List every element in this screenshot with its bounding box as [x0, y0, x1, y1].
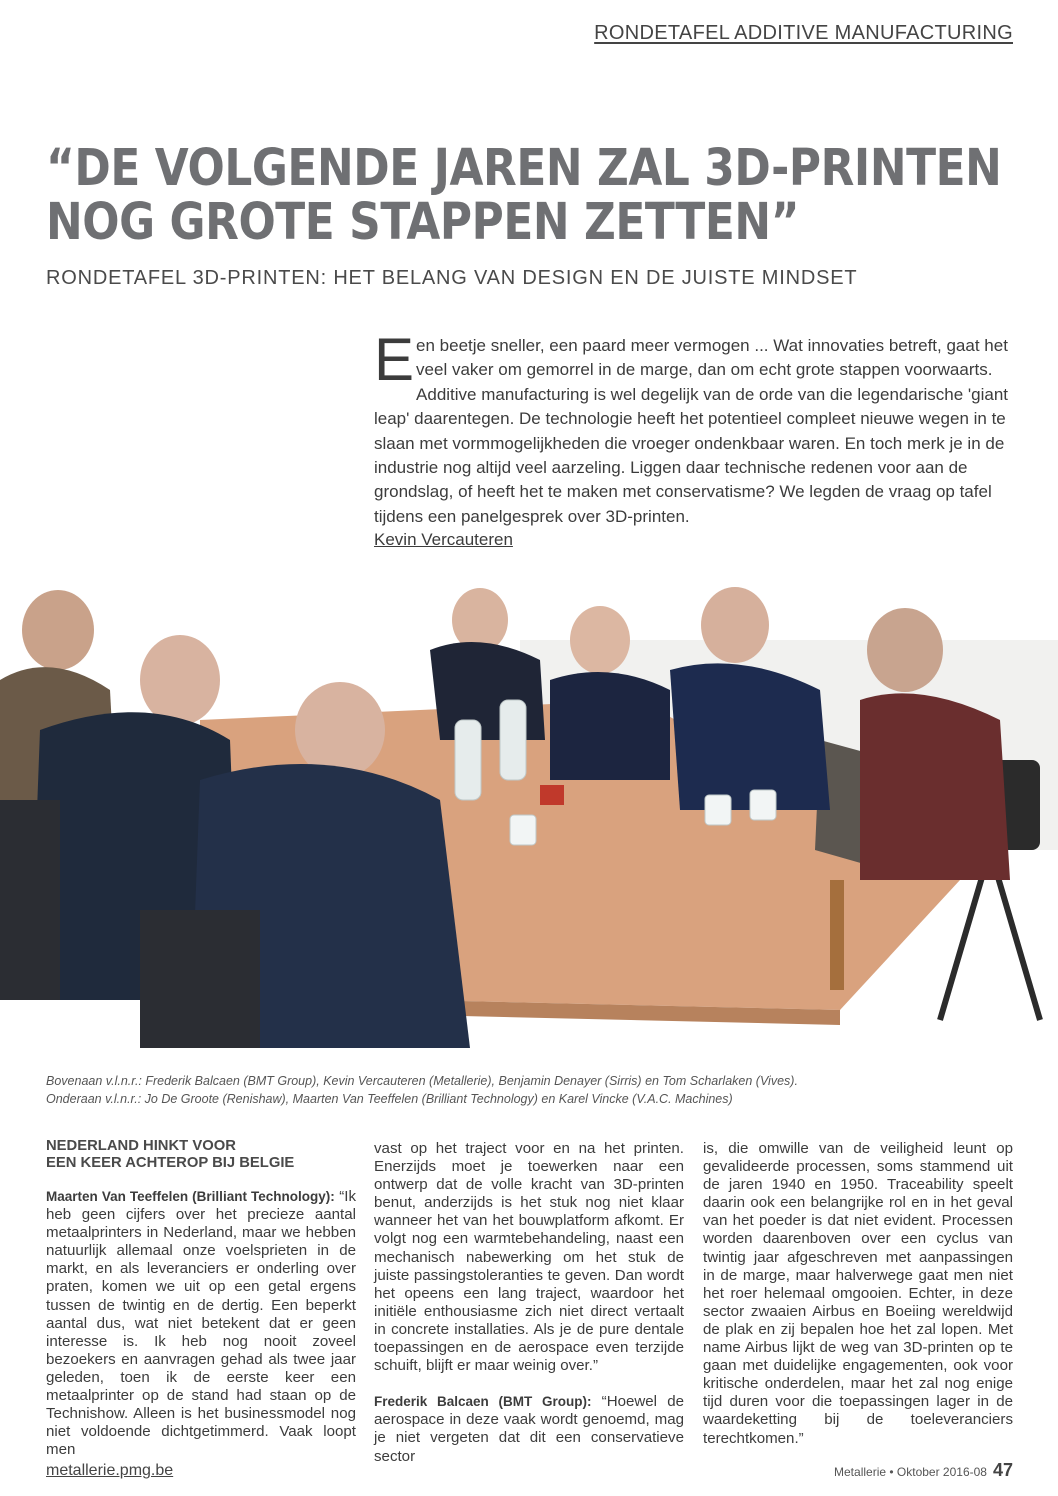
subheadline: RONDETAFEL 3D-PRINTEN: HET BELANG VAN DESIGN EN DE JUISTE MINDSET: [46, 267, 858, 289]
issue-info: Metallerie • Oktober 2016-08: [834, 1465, 987, 1479]
body-column-3: [703, 1140, 1013, 1466]
page-number: 47: [992, 1460, 1013, 1480]
section-heading-line-2: EEN KEER ACHTEROP BIJ BELGIE: [46, 1155, 295, 1171]
speaker-name: Maarten Van Teeffelen (Brilliant Technology):: [46, 1189, 335, 1204]
headline-line-2: NOG GROTE STAPPEN ZETTEN”: [46, 193, 800, 252]
caption-line-2: Onderaan v.l.n.r.: Jo De Groote (Renishaw), Maarten Van Teeffelen (Brilliant Technology) en Karel Vincke (V.A.C. Machines): [46, 1092, 733, 1106]
column-3-text: is, die omwille van de veiligheid leunt op gevalideerde processen, soms stammend uit de jaren 1940 en 1950. Traceability speelt daarin ook een belangrijke rol en in het geval van het poeder is dat niet evident. Processen worden daarenboven over een cyclus van twintig jaar afgeschreven met aanpassingen in de marge, maar halverwege gaat men niet het roer helemaal omgooien. Echter, in deze sector zwaaien Airbus en Boeiing wereldwijd de plak en zij bepalen hoe het zal lopen. Met name Airbus lijkt de weg van 3D-printen op te gaan met duidelijke engagementen, ook voor kritische onderdelen, maar het zal nog enige tijd duren voor die toepassingen lager in de waardeketting bij de toeleveranciers terechtkomen.”: [703, 1140, 1013, 1447]
caption-line-1: Bovenaan v.l.n.r.: Frederik Balcaen (BMT Group), Kevin Vercauteren (Metallerie), Benjamin Denayer (Sirris) en Tom Scharlaken (Vives).: [46, 1074, 798, 1088]
headline-line-1: “DE VOLGENDE JAREN ZAL 3D-PRINTEN: [46, 139, 1002, 198]
section-heading-line-1: NEDERLAND HINKT VOOR: [46, 1138, 236, 1154]
author-byline: Kevin Vercauteren: [374, 530, 513, 549]
column-1-text: “Ik heb geen cijfers over het precieze aantal metaalprinters in Nederland, maar we hebben natuurlijk allemaal onze voelsprieten in de markt, en als leveranciers er onderling over praten, komen we uit op een getal ergens tussen de twintig en de dertig. Een beperkt aantal dus, wat niet betekent dat er geen interesse is. Ik heb nog nooit zoveel bezoekers en aanvragen gehad als twee jaar geleden, toen ik de eerste keer een metaalprinter op de stand had staan op de Technishow. Alleen is het businessmodel nog niet voldoende dichtgetimmerd. Vaak loopt men: [46, 1188, 356, 1459]
body-column-1: [46, 1138, 356, 1477]
section-label: RONDETAFEL ADDITIVE MANUFACTURING: [594, 22, 1013, 44]
headline: [46, 139, 1002, 252]
body-column-2: [374, 1140, 684, 1484]
column-2-text-2: “Hoewel de aerospace in deze vaak wordt genoemd, mag je niet vergeten dat dit een conservatieve sector: [374, 1393, 684, 1465]
intro-paragraph: [374, 326, 1014, 529]
column-2-text: vast op het traject voor en na het printen. Enerzijds moet je toewerken naar een ontwerp dat de volle kracht van 3D-printen benut, anderzijds is het stuk nog niet klaar wanneer het van het bouwplatform afkomt. Er volgt nog een warmtebehandeling, naast een mechanisch nabewerking om het stuk de juiste passingstoleranties te geven. Dan wordt het opeens een lang traject, waardoor het initiële enthousiasme zich niet direct vertaalt in concrete installaties. Als je de pure dentale toepassingen en de aerospace even terzijde schuift, blijft er maar weinig over.”: [374, 1140, 684, 1375]
roundtable-photo: [0, 580, 1058, 1048]
photo-caption: [46, 1072, 1006, 1108]
speaker-name: Frederik Balcaen (BMT Group):: [374, 1394, 592, 1410]
dropcap: E: [374, 326, 415, 393]
section-heading: [46, 1138, 356, 1172]
footer-website-link[interactable]: metallerie.pmg.be: [46, 1462, 174, 1479]
intro-text: en beetje sneller, een paard meer vermogen ... Wat innovaties betreft, gaat het veel vaker om gemorrel in de marge, dan om echt grote stappen voorwaarts. Additive manufacturing is wel degelijk van de orde van die legendarische 'giant leap' daarentegen. De technologie heeft het potentieel compleet nieuwe wegen in te slaan met vormmogelijkheden die vroeger ondenkbaar waren. En toch merk je in de industrie nog altijd veel aarzeling. Liggen daar technische redenen voor aan de grondslag, of heeft het te maken met conservatisme? We legden de vraag op tafel tijdens een panelgesprek over 3D-printen.: [374, 336, 1009, 526]
footer-meta: [834, 1460, 1013, 1481]
